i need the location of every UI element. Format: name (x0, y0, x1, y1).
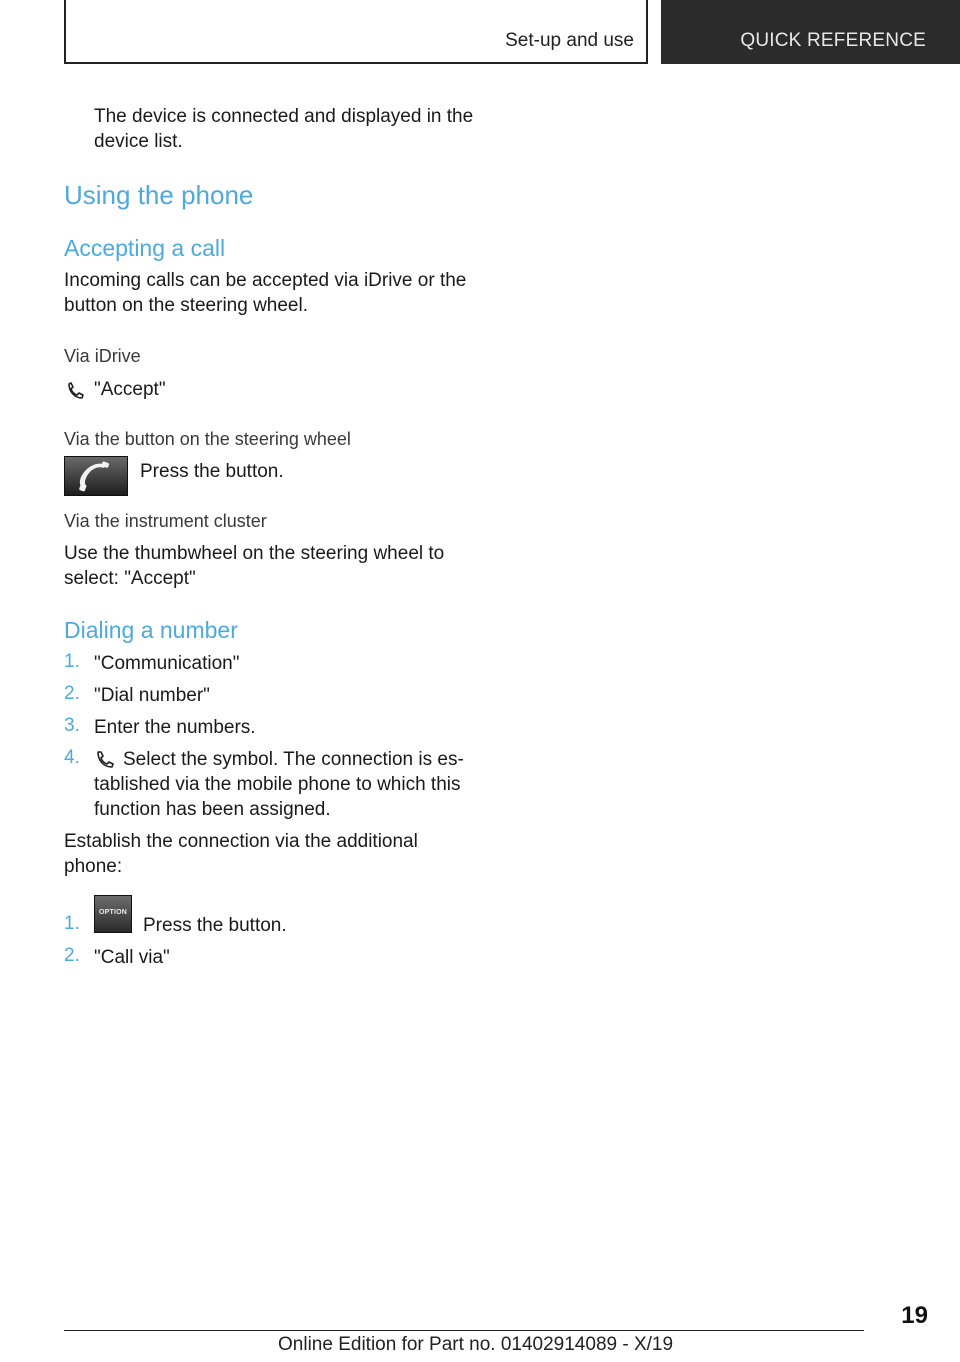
additional-step-1-text: Press the button. (143, 915, 287, 936)
additional-text-line-2: phone: (64, 856, 123, 877)
heading-using-phone: Using the phone (64, 180, 254, 210)
header-chapter-title: QUICK REFERENCE (740, 30, 926, 51)
heading-dialing-number: Dialing a number (64, 617, 238, 643)
dial-step-4-line-3: function has been assigned. (94, 799, 331, 820)
intro-line-1: The device is connected and displayed in the (94, 106, 474, 127)
dial-step-4-line-1: Select the symbol. The connection is es- (123, 749, 464, 770)
dial-step-3-number: 3. (64, 715, 80, 736)
page-number: 19 (901, 1302, 928, 1329)
option-button-icon (94, 895, 132, 933)
additional-text-line-1: Establish the connection via the additional (64, 831, 418, 852)
header-chapter-box (661, 0, 960, 64)
footer-divider (64, 1330, 864, 1331)
dial-step-4-number: 4. (64, 747, 80, 768)
dial-step-3-text: Enter the numbers. (94, 717, 256, 738)
additional-step-2-number: 2. (64, 945, 80, 966)
header-section-title: Set-up and use (505, 30, 634, 51)
press-button-text: Press the button. (140, 461, 284, 482)
cluster-text-line-1: Use the thumbwheel on the steering wheel to (64, 543, 445, 564)
dial-step-2-text: "Dial number" (94, 685, 210, 706)
option-button-text: OPTION (98, 909, 128, 916)
dial-step-1-text: "Communication" (94, 653, 240, 674)
accept-text-line-2: button on the steering wheel. (64, 295, 309, 316)
dial-step-1-number: 1. (64, 651, 80, 672)
via-idrive-label: Via iDrive (64, 346, 141, 366)
additional-step-1-number: 1. (64, 913, 80, 934)
steering-phone-button-icon (64, 456, 128, 501)
dial-step-4-line-2: tablished via the mobile phone to which this (94, 774, 461, 795)
intro-line-2: device list. (94, 131, 183, 152)
cluster-text-line-2: select: "Accept" (64, 568, 196, 589)
footer-edition: Online Edition for Part no. 01402914089 - X/19 (278, 1334, 674, 1355)
heading-accepting-call: Accepting a call (64, 235, 226, 261)
header-section-box (64, 0, 648, 64)
accept-text-line-1: Incoming calls can be accepted via iDrive or the (64, 270, 467, 291)
accept-option-label: "Accept" (94, 379, 166, 400)
dial-step-2-number: 2. (64, 683, 80, 704)
additional-step-2-text: "Call via" (94, 947, 170, 968)
via-cluster-label: Via the instrument cluster (64, 511, 267, 531)
phone-accept-icon (66, 380, 86, 405)
via-button-label: Via the button on the steering wheel (64, 429, 351, 449)
phone-dial-icon (95, 749, 115, 774)
